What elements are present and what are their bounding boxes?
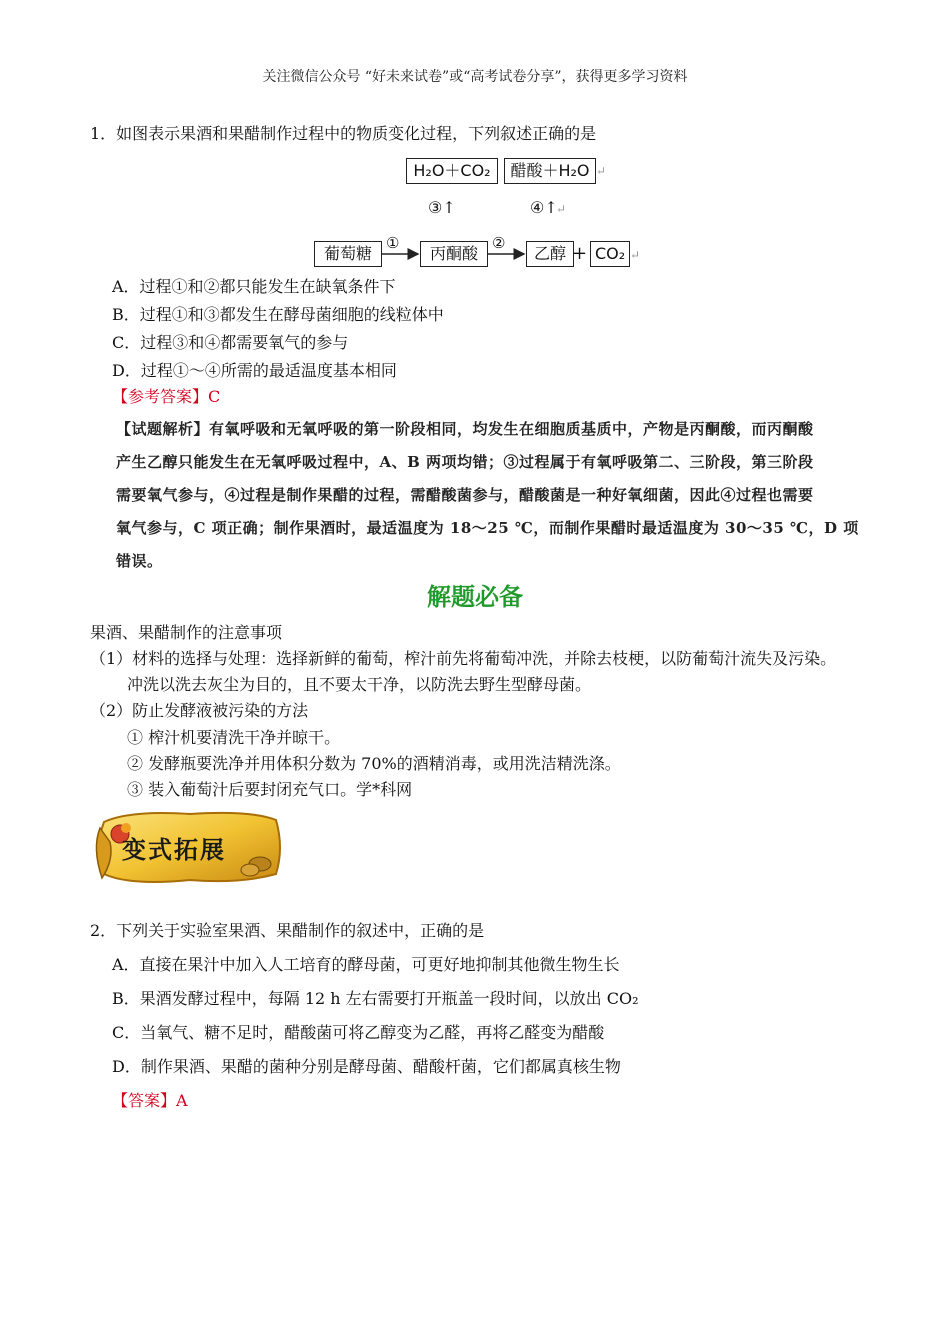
notes-p1-line1: （1）材料的选择与处理：选择新鲜的葡萄，榨汁前先将葡萄冲洗，并除去枝梗，以防葡萄汁流失及污染。: [90, 649, 837, 668]
diagram-step1-label: ①: [386, 234, 400, 252]
q2-option-c: C．当氧气、糖不足时，醋酸菌可将乙醇变为乙醛，再将乙醛变为醋酸: [112, 1023, 605, 1042]
q2-option-d: D．制作果酒、果醋的菌种分别是酵母菌、醋酸杆菌，它们都属真核生物: [112, 1057, 621, 1076]
q1-option-c: C．过程③和④都需要氧气的参与: [112, 333, 349, 352]
q1-answer: [112, 386, 220, 408]
return-mark: ↵: [630, 248, 641, 262]
diagram-box-co2: CO₂: [590, 241, 630, 267]
notes-p2-item: ① 榨汁机要清洗干净并晾干。: [127, 728, 341, 747]
notes-title: 果酒、果醋制作的注意事项: [90, 623, 283, 642]
diagram-step2-label: ②: [492, 234, 506, 252]
page-header: 关注微信公众号 “好未来试卷”或“高考试卷分享”，获得更多学习资料: [262, 69, 688, 85]
section-title: 解题必备: [427, 583, 523, 611]
answer-label: 【答案】: [112, 1091, 177, 1110]
q2-answer: [112, 1090, 188, 1112]
q1-stem: 1．如图表示果酒和果醋制作过程中的物质变化过程，下列叙述正确的是: [90, 124, 597, 143]
q1-option-b: B．过程①和③都发生在酵母菌细胞的线粒体中: [112, 305, 444, 324]
q1-explanation-line: 【试题解析】有氧呼吸和无氧呼吸的第一阶段相同，均发生在细胞质基质中，产物是丙酮酸，而丙酮酸: [116, 420, 814, 438]
q1-explanation-line: 产生乙醇只能发生在无氧呼吸过程中，A、B 两项均错；③过程属于有氧呼吸第二、三阶段，第三阶段: [116, 453, 814, 471]
return-mark: ↵: [556, 202, 567, 216]
diagram-box-glucose: 葡萄糖: [314, 241, 382, 267]
diagram-box-h2o-co2: H₂O＋CO₂: [406, 158, 498, 184]
diagram-arrows: [0, 0, 950, 300]
diagram-box-acetic-acid: 醋酸＋H₂O: [504, 158, 596, 184]
q1-option-d: D．过程①～④所需的最适温度基本相同: [112, 361, 397, 380]
badge-text: 变式拓展: [122, 835, 226, 864]
diagram-step3-arrow: ③↑: [428, 198, 456, 217]
diagram-box-ethanol: 乙醇: [526, 241, 574, 267]
q1-explanation-line: 氧气参与，C 项正确；制作果酒时，最适温度为 18～25 ℃，而制作果醋时最适温度为 30～35 ℃，D 项: [116, 519, 859, 537]
answer-label: 【参考答案】: [112, 387, 209, 406]
answer-value: C: [208, 387, 221, 406]
q2-stem: 2．下列关于实验室果酒、果醋制作的叙述中，正确的是: [90, 921, 485, 940]
diagram-box-pyruvate: 丙酮酸: [420, 241, 488, 267]
notes-p2-item: ③ 装入葡萄汁后要封闭充气口。学*科网: [127, 780, 413, 799]
q1-option-a: A．过程①和②都只能发生在缺氧条件下: [112, 277, 396, 296]
q1-explanation-line: 需要氧气参与，④过程是制作果醋的过程，需醋酸菌参与，醋酸菌是一种好氧细菌，因此④过程也需要: [116, 486, 814, 504]
answer-value: A: [176, 1091, 188, 1110]
diagram-plus: +: [572, 243, 588, 264]
notes-p1-line2: 冲洗以洗去灰尘为目的，且不要太干净，以防洗去野生型酵母菌。: [127, 675, 592, 694]
q2-option-a: A．直接在果汁中加入人工培育的酵母菌，可更好地抑制其他微生物生长: [112, 955, 620, 974]
q2-option-b: B．果酒发酵过程中，每隔 12 h 左右需要打开瓶盖一段时间，以放出 CO₂: [112, 989, 639, 1008]
variant-extension-badge: [90, 808, 285, 886]
notes-p2-title: （2）防止发酵液被污染的方法: [90, 701, 309, 720]
return-mark: ↵: [596, 164, 607, 178]
diagram-step4-arrow: ④↑: [530, 198, 558, 217]
q1-explanation-line: 错误。: [116, 552, 163, 570]
notes-p2-item: ② 发酵瓶要洗净并用体积分数为 70%的酒精消毒，或用洗洁精洗涤。: [127, 754, 621, 773]
